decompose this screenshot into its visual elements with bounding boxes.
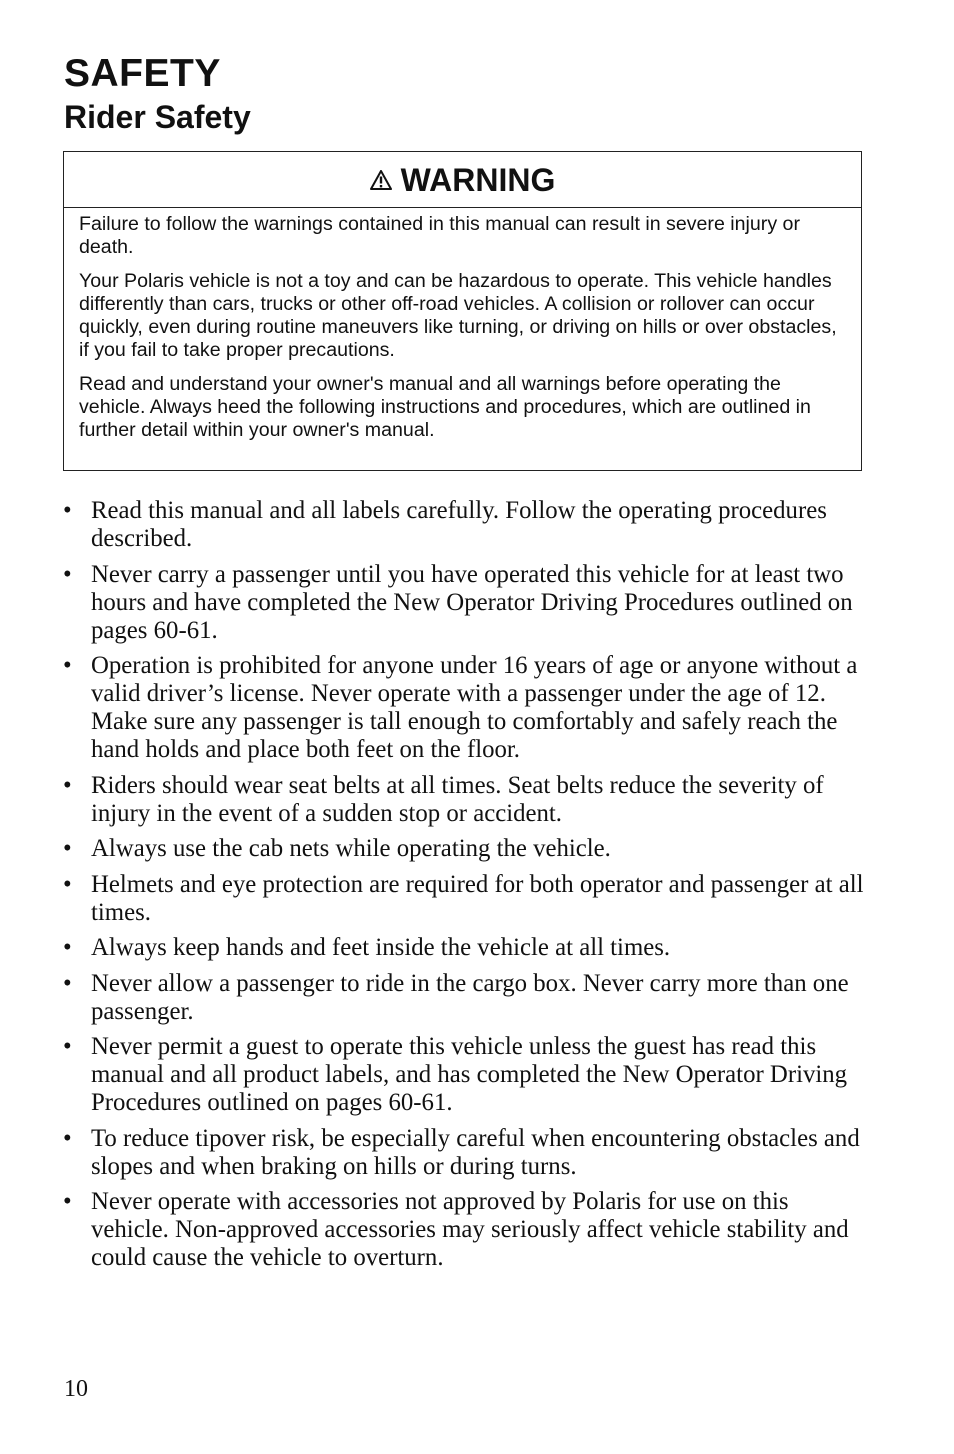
bullet-marker: • <box>63 652 72 679</box>
bullet-marker: • <box>63 1124 72 1152</box>
list-item <box>63 835 867 863</box>
bullet-marker: • <box>63 560 72 588</box>
list-item <box>63 1188 867 1272</box>
list-item <box>63 772 867 828</box>
bullet-marker: • <box>63 497 72 524</box>
warning-triangle-icon <box>370 170 392 190</box>
bullet-marker: • <box>63 934 72 961</box>
list-item <box>63 871 867 927</box>
bullet-marker: • <box>63 1188 72 1215</box>
bullet-marker: • <box>63 870 72 898</box>
list-item <box>63 1125 867 1181</box>
section-title: Rider Safety <box>64 99 251 135</box>
list-item-text: Never operate with accessories not approved by Polaris for use on this vehicle. Non-approved accessories may seriously affect vehicle stability and could cause the vehicle to overturn. <box>91 1188 849 1271</box>
list-item-text: To reduce tipover risk, be especially careful when encountering obstacles and slopes and when braking on hills or during turns. <box>91 1124 860 1180</box>
list-item-text: Riders should wear seat belts at all times. Seat belts reduce the severity of injury in the event of a sudden stop or accident. <box>91 771 824 827</box>
bullet-marker: • <box>63 771 72 799</box>
warning-paragraph: Failure to follow the warnings contained in this manual can result in severe injury or death. <box>79 213 800 258</box>
warning-title: WARNING <box>400 161 556 198</box>
list-item <box>63 934 867 962</box>
list-item-text: Always use the cab nets while operating the vehicle. <box>91 835 611 862</box>
list-item-text: Read this manual and all labels carefully. Follow the operating procedures described. <box>91 497 827 552</box>
warning-header <box>64 152 861 208</box>
list-item <box>63 970 867 1026</box>
list-item-text: Never permit a guest to operate this vehicle unless the guest has read this manual and all product labels, and has completed the New Operator Driving Procedures outlined on pages 60-61. <box>91 1033 848 1116</box>
safety-rules-list <box>63 497 867 1280</box>
list-item <box>63 561 867 645</box>
list-item <box>63 497 867 553</box>
list-item-text: Helmets and eye protection are required for both operator and passenger at all times. <box>91 870 864 926</box>
warning-box <box>63 151 862 471</box>
list-item-text: Operation is prohibited for anyone under 16 years of age or anyone without a valid driver’s license. Never operate with a passenger under the age of 12. Make sure any passenger is tall enough to comfortably and safely reach the hand holds and place both feet on the floor. <box>91 652 858 763</box>
list-item <box>63 1033 867 1117</box>
bullet-marker: • <box>63 969 72 997</box>
bullet-marker: • <box>63 1033 72 1060</box>
page-title: SAFETY <box>64 52 221 95</box>
warning-paragraph: Read and understand your owner's manual and all warnings before operating the vehicle. Always heed the following instructions and procedures, which are outlined in further detail within your owner's manual. <box>79 373 811 441</box>
list-item-text: Never allow a passenger to ride in the cargo box. Never carry more than one passenger. <box>91 969 849 1025</box>
warning-body <box>64 208 861 442</box>
list-item-text: Never carry a passenger until you have operated this vehicle for at least two hours and have completed the New Operator Driving Procedures outlined on pages 60-61. <box>91 560 853 644</box>
list-item-text: Always keep hands and feet inside the vehicle at all times. <box>91 934 671 961</box>
warning-paragraph: Your Polaris vehicle is not a toy and can be hazardous to operate. This vehicle handles differently than cars, trucks or other off-road vehicles. A collision or rollover can occur quickly, even during routine maneuvers like turning, or driving on hills or over obstacles, if you fail to take proper precautions. <box>79 270 837 361</box>
list-item <box>63 652 867 764</box>
page-number: 10 <box>64 1376 88 1402</box>
bullet-marker: • <box>63 835 72 862</box>
